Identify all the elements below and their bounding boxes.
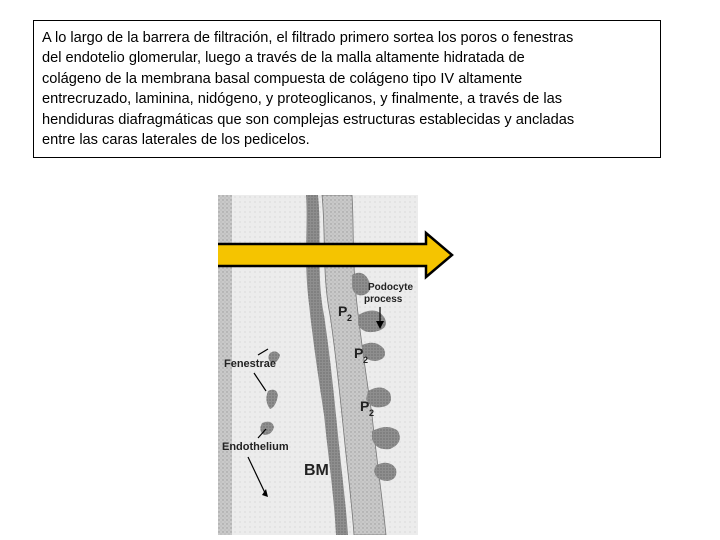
filtration-barrier-micrograph — [218, 195, 458, 535]
foot-process — [366, 387, 391, 407]
p2-subscript-c: 2 — [369, 408, 375, 418]
p2-label-a: P — [338, 303, 348, 319]
paragraph-line-5: hendiduras diafragmáticas que son complejas estructuras establecidas y ancladas — [42, 111, 575, 128]
description-text-box — [33, 20, 661, 158]
paragraph-line-2: del endotelio glomerular, luego a través de la malla altamente hidratada de — [42, 50, 525, 67]
paragraph-line-4: entrecruzado, laminina, nidógeno, y proteoglicanos, y finalmente, a través de las — [42, 91, 563, 108]
p2-label-c: P — [360, 398, 370, 414]
paragraph-line-1: A lo largo de la barrera de filtración, el filtrado primero sortea los poros o fenestras — [42, 30, 574, 46]
p2-subscript-a: 2 — [347, 313, 353, 323]
paragraph-line-3: colágeno de la membrana basal compuesta de colágeno tipo IV altamente — [42, 70, 523, 87]
bm-label: BM — [304, 462, 329, 479]
paragraph-line-6: entre las caras laterales de los pedicelos. — [42, 132, 310, 149]
p2-subscript-b: 2 — [363, 355, 369, 365]
p2-label-b: P — [354, 345, 364, 361]
endothelium-label: Endothelium — [222, 441, 289, 453]
micrograph-svg — [218, 195, 458, 535]
podocyte-label-line2: process — [364, 294, 403, 305]
podocyte-label-line1: Podocyte — [368, 282, 414, 293]
fenestrae-label: Fenestrae — [224, 358, 276, 370]
